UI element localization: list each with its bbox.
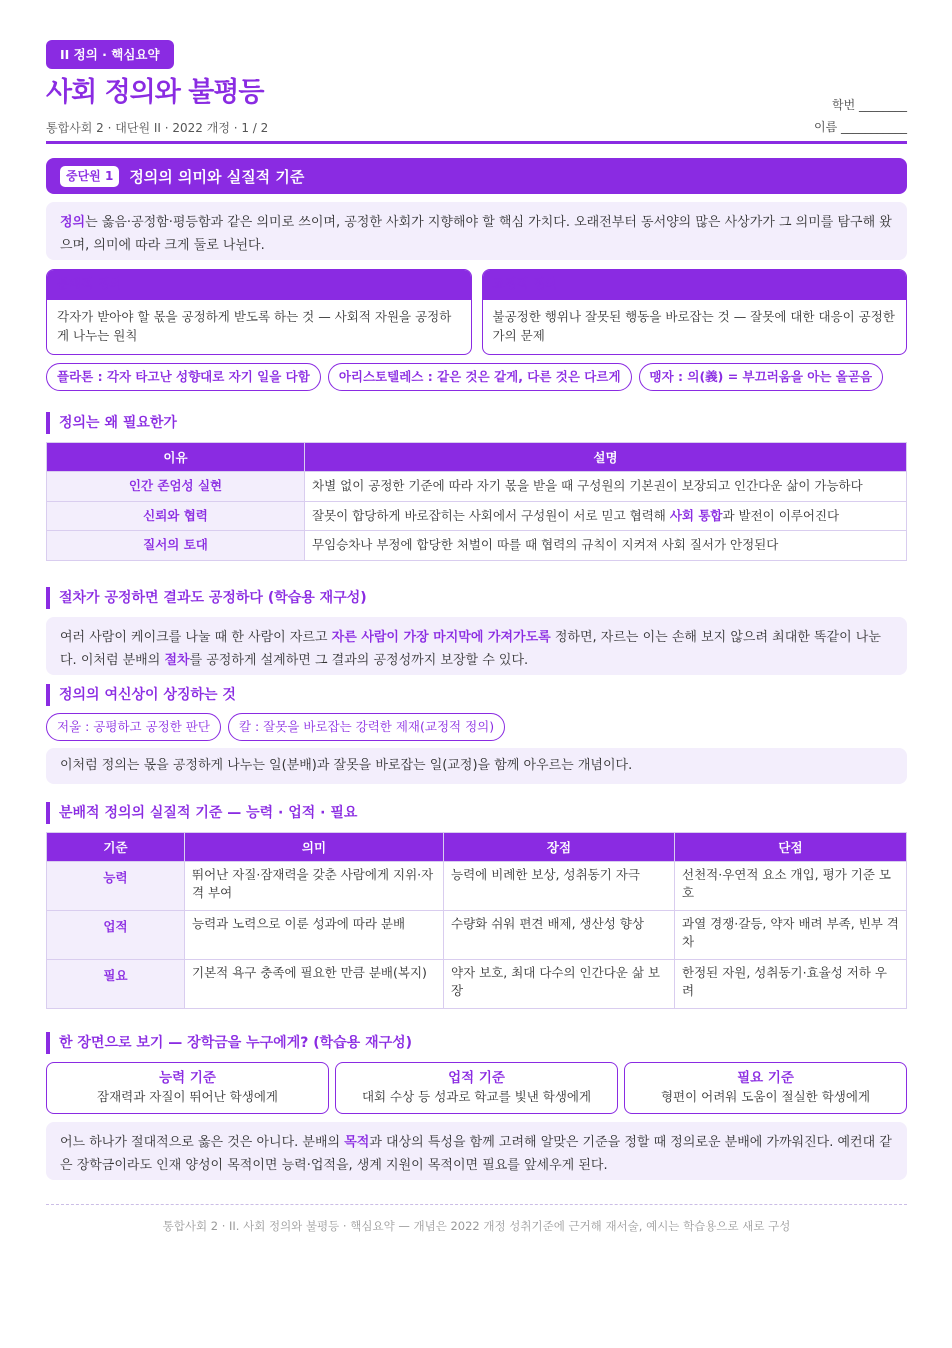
card-body: 불공정한 행위나 잘못된 행동을 바로잡는 것 — 잘못에 대한 대응이 공정한가의 문제 [492,309,895,343]
criterion-pros: 능력에 비례한 보상, 성취동기 자극 [444,861,675,910]
scene-heading: 한 장면으로 보기 — 장학금을 누구에게? (학습용 재구성) [46,1032,907,1054]
worksheet-page [46,40,907,1234]
row-key: 인간 존엄성 실현 [47,472,305,502]
intro-box [46,202,907,260]
table-row [47,472,907,502]
col-header: 이유 [47,443,305,472]
statue-chips [46,713,907,741]
criterion-meaning: 능력과 노력으로 이룬 성과에 따라 분배 [185,910,444,959]
statue-summary: 이처럼 정의는 몫을 공정하게 나누는 일(분배)과 잘못을 바로잡는 일(교정)을 함께 아우르는 개념이다. [46,748,907,784]
chip-plato: 플라톤 : 각자 타고난 성향대로 자기 일을 다함 [46,363,321,391]
card-title: 분배적 정의 [47,270,471,300]
why-heading: 정의는 왜 필요한가 [46,412,907,434]
col-header: 의미 [185,832,444,861]
student-name-field: 이름 ___________ [814,120,907,134]
student-id-field: 학번 ________ [832,98,907,112]
procedure-box: 여러 사람이 케이크를 나눌 때 한 사람이 자르고 자른 사람이 가장 마지막에 가져가도록 정하면, 자르는 이는 손해 보지 않으려 최대한 똑같이 나눈다. 이처럼 분배의 절차를 공정하게 설계하면 그 결과의 공정성까지 보장할 수 있다. [46,617,907,675]
col-header: 기준 [47,832,185,861]
col-header: 단점 [675,832,907,861]
criterion-meaning: 뛰어난 자질·잠재력을 갖춘 사람에게 지위·자격 부여 [185,861,444,910]
criterion-cons: 과열 경쟁·갈등, 약자 배려 부족, 빈부 격차 [675,910,907,959]
scene-card-title: 업적 기준 [448,1069,505,1086]
table-row [47,531,907,561]
chip-scale: 저울 : 공평하고 공정한 판단 [46,713,221,741]
highlight: 목적 [344,1134,370,1150]
statue-heading: 정의의 여신상이 상징하는 것 [46,684,907,706]
row-desc: 차별 없이 공정한 기준에 따라 자기 몫을 받을 때 구성원의 기본권이 보장되고 인간다운 삶이 가능하다 [305,472,907,502]
chip-sword: 칼 : 잘못을 바로잡는 강력한 제재(교정적 정의) [228,713,505,741]
highlight: 절차 [164,652,190,668]
corrective-card [482,269,908,355]
scene-card-desc: 대회 수상 등 성과로 학교를 빛낸 학생에게 [361,1088,592,1104]
scene-card-title: 필요 기준 [737,1069,794,1086]
criterion-pros: 수량화 쉬워 편견 배제, 생산성 향상 [444,910,675,959]
distributive-card [46,269,472,355]
section-header [46,158,907,194]
col-header: 장점 [444,832,675,861]
scene-card-achievement [335,1062,618,1114]
chip-mencius: 맹자 : 의(義) = 부끄러움을 아는 올곧음 [639,363,884,391]
card-body: 각자가 받아야 할 몫을 공정하게 받도록 하는 것 — 사회적 자원을 공정하게 나누는 원칙 [57,309,452,343]
table-row [47,910,907,959]
criteria-table [46,832,907,1009]
student-info [814,94,907,138]
criterion-meaning: 기본적 욕구 충족에 필요한 만큼 분배(복지) [185,959,444,1008]
row-desc: 무임승차나 부정에 합당한 처벌이 따를 때 협력의 규칙이 지켜져 사회 질서가 안정된다 [305,531,907,561]
table-row [47,959,907,1008]
section-title: 정의의 의미와 실질적 기준 [129,167,305,186]
scene-card-desc: 잠재력과 자질이 뛰어난 학생에게 [97,1088,278,1104]
criterion-name: 능력 [47,861,185,910]
highlight: 자른 사람이 가장 마지막에 가져가도록 [331,629,551,645]
table-row [47,501,907,531]
scene-cards [46,1062,907,1114]
intro-text: 는 옳음·공정함·평등함과 같은 의미로 쓰이며, 공정한 사회가 지향해야 할 핵심 가치다. 오래전부터 동서양의 많은 사상가가 그 의미를 탐구해 왔으며, 의미에 따라 크게 둘로 나뉜다. [60,215,892,253]
header-rule [46,141,907,144]
scene-summary: 어느 하나가 절대적으로 옳은 것은 아니다. 분배의 목적과 대상의 특성을 함께 고려해 알맞은 기준을 정할 때 정의로운 분배에 가까워진다. 예컨대 같은 장학금이라도 인재 양성이 목적이면 능력·업적을, 생계 지원이 목적이면 필요를 앞세우게 된다. [46,1122,907,1180]
chip-aristotle: 아리스토텔레스 : 같은 것은 같게, 다른 것은 다르게 [328,363,632,391]
procedure-heading: 절차가 공정하면 결과도 공정하다 (학습용 재구성) [46,587,907,609]
criterion-pros: 약자 보호, 최대 다수의 인간다운 삶 보장 [444,959,675,1008]
table-header-row [47,443,907,472]
section-pill: 중단원 1 [60,166,119,187]
col-header: 설명 [305,443,907,472]
table-header-row [47,832,907,861]
criterion-name: 필요 [47,959,185,1008]
page-footer: 통합사회 2 · II. 사회 정의와 불평등 · 핵심요약 — 개념은 2022 개정 성취기준에 근거해 재서술, 예시는 학습용으로 새로 구성 [162,1218,791,1233]
criterion-name: 업적 [47,910,185,959]
table-row [47,861,907,910]
scene-card-need [624,1062,907,1114]
criterion-cons: 선천적·우연적 요소 개입, 평가 기준 모호 [675,861,907,910]
row-key: 질서의 토대 [47,531,305,561]
criterion-cons: 한정된 자원, 성취동기·효율성 저하 우려 [675,959,907,1008]
scene-card-desc: 형편이 어려워 도움이 절실한 학생에게 [660,1088,871,1104]
thinker-chips [46,363,907,391]
scene-card-ability [46,1062,329,1114]
meta-row [46,98,907,137]
scene-card-title: 능력 기준 [159,1069,216,1086]
intro-keyword: 정의 [60,215,86,230]
page-title: 사회 정의와 불평등 [46,77,264,108]
highlight: 사회 통합 [669,507,723,523]
card-title: 교정적 정의 [483,270,907,300]
course-meta: 통합사회 2 · 대단원 II · 2022 개정 · 1 / 2 [46,121,269,135]
row-desc: 잘못이 합당하게 바로잡히는 사회에서 구성원이 서로 믿고 협력해 사회 통합과 발전이 이루어진다 [305,501,907,531]
justice-types [46,269,907,355]
why-table [46,442,907,561]
unit-tag: II 정의 · 핵심요약 [46,40,174,69]
footer-divider [46,1204,907,1205]
criteria-heading: 분배적 정의의 실질적 기준 — 능력 · 업적 · 필요 [46,802,907,824]
row-key: 신뢰와 협력 [47,501,305,531]
